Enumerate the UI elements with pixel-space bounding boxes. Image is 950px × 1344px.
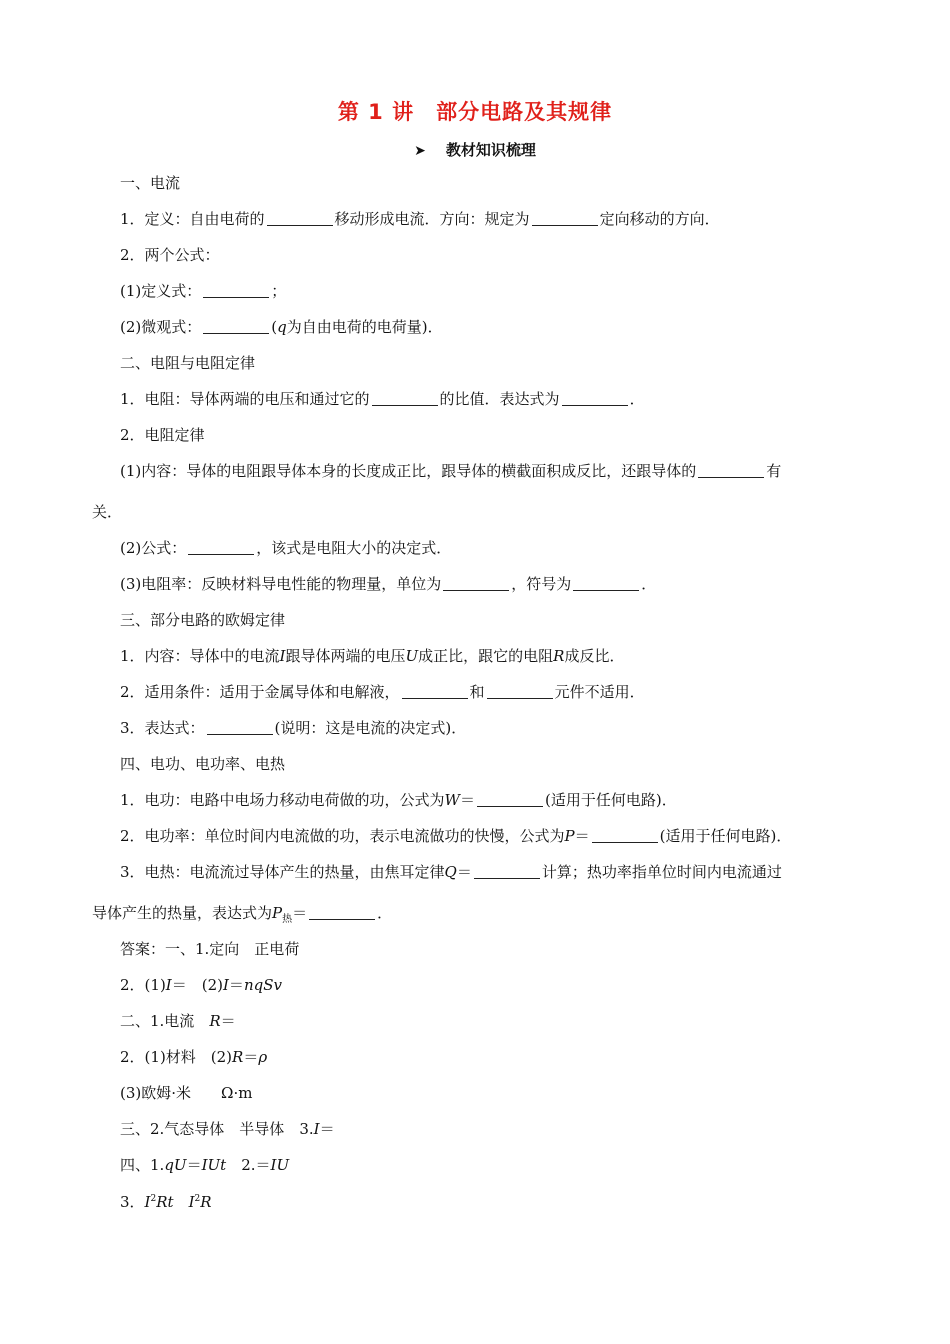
heading-resistance: 二、电阻与电阻定律 — [120, 354, 256, 372]
blank — [474, 863, 540, 879]
electric-power: 2．电功率：单位时间内电流做的功，表示电流做功的快慢，公式为P＝ (适用于任何电路)． — [120, 827, 792, 845]
answer-line-8: 3．$I^2Rt$ $I^2R$ — [120, 1193, 212, 1211]
blank — [562, 390, 628, 406]
ohm-law-conditions: 2．适用条件：适用于金属导体和电解液， 和 元件不适用． — [120, 683, 645, 701]
blank — [532, 210, 598, 226]
definition-formula: (1)定义式： ； — [120, 282, 287, 300]
heading-ohm-law: 三、部分电路的欧姆定律 — [120, 611, 286, 629]
resistance-formula: (2)公式： ，该式是电阻大小的决定式． — [120, 539, 452, 557]
resistivity: (3)电阻率：反映材料导电性能的物理量，单位为 ，符号为 ． — [120, 575, 657, 593]
blank — [443, 575, 509, 591]
resistance-definition: 1．电阻：导体两端的电压和通过它的 的比值．表达式为 ． — [120, 390, 645, 408]
blank — [573, 575, 639, 591]
page-title: 第 1 讲 部分电路及其规律 — [337, 100, 613, 124]
heading-current: 一、电流 — [120, 174, 181, 192]
blank — [402, 683, 468, 699]
blank — [203, 318, 269, 334]
answer-line-4: 2．(1)材料 (2)R＝ρ — [120, 1048, 268, 1066]
blank — [207, 719, 273, 735]
two-formulas: 2．两个公式： — [120, 246, 220, 264]
blank — [188, 539, 254, 555]
resistance-law-content: (1)内容：导体的电阻跟导体本身的长度成正比，跟导体的横截面积成反比，还跟导体的 有 — [120, 462, 782, 480]
blank — [309, 904, 375, 920]
answer-line-6: 三、2.气态导体 半导体 3.I＝ — [120, 1120, 335, 1138]
resistance-law: 2．电阻定律 — [120, 426, 205, 444]
ohm-law-content: 1．内容：导体中的电流I跟导体两端的电压U成正比，跟它的电阻R成反比． — [120, 647, 625, 665]
blank — [203, 282, 269, 298]
ohm-law-expression: 3．表达式： (说明：这是电流的决定式)． — [120, 719, 467, 737]
current-definition: 1．定义：自由电荷的 移动形成电流．方向：规定为 定向移动的方向． — [120, 210, 720, 228]
answer-line-3: 二、1.电流 R＝ — [120, 1012, 236, 1030]
blank — [477, 791, 543, 807]
answer-line-2: 2．(1)I＝ (2)I＝nqSv — [120, 976, 282, 994]
section-subtitle — [0, 139, 950, 160]
heading-work-power-heat: 四、电功、电功率、电热 — [120, 755, 286, 773]
blank — [698, 462, 764, 478]
electric-heat: 3．电热：电流流过导体产生的热量，由焦耳定律Q＝ 计算；热功率指单位时间内电流通过 — [120, 863, 782, 881]
subtitle-text: 教材知识梳理 — [445, 141, 536, 159]
electric-work: 1．电功：电路中电场力移动电荷做的功，公式为W＝ (适用于任何电路)． — [120, 791, 677, 809]
answer-line-7: 四、1.qU＝IUt 2.＝IU — [120, 1156, 290, 1174]
blank — [267, 210, 333, 226]
answer-line-5: (3)欧姆·米 Ω·m — [120, 1084, 253, 1102]
electric-heat-cont: 导体产生的热量，表达式为$P_热=$ ． — [92, 904, 393, 925]
micro-formula: (2)微观式： (q为自由电荷的电荷量)． — [120, 318, 443, 336]
blank — [487, 683, 553, 699]
arrow-bullet-icon: ➤ — [414, 143, 426, 159]
blank — [372, 390, 438, 406]
resistance-law-content-cont: 关． — [92, 503, 123, 521]
blank — [592, 827, 658, 843]
answer-line-1: 答案：一、1.定向 正电荷 — [120, 940, 300, 958]
